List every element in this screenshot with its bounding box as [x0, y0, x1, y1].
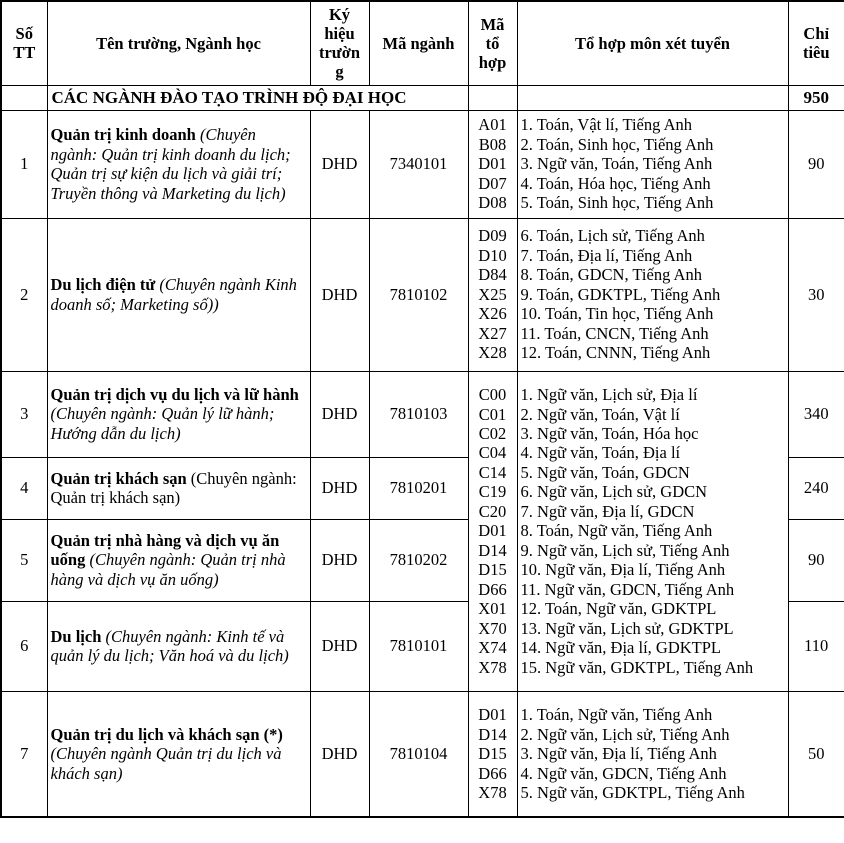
group-code-item: D01 [478, 705, 507, 725]
row-major-code: 7810102 [369, 218, 468, 371]
row-school-code: DHD [310, 601, 369, 691]
group-code-item: C04 [478, 443, 507, 463]
group-code-item: D01 [478, 521, 507, 541]
row-stt: 2 [1, 218, 47, 371]
combination-item: 2. Ngữ văn, Lịch sử, Tiếng Anh [520, 724, 730, 744]
group-code-item: D66 [478, 579, 507, 599]
merged-group-codes [468, 371, 517, 691]
group-code-item: D15 [478, 560, 507, 580]
group-code-item: C01 [478, 404, 507, 424]
combination-item: 7. Ngữ văn, Địa lí, GDCN [520, 501, 695, 521]
row-group-codes [468, 218, 517, 371]
row-stt: 3 [1, 371, 47, 457]
row-name-detail: (Chuyên ngành: Kinh tế và quản lý du lịch; Văn hoá và du lịch) [50, 626, 289, 666]
group-code-item: C19 [478, 482, 507, 502]
combination-item: 15. Ngữ văn, GDKTPL, Tiếng Anh [520, 657, 754, 677]
row-name-bold: Du lịch điện tử [50, 275, 156, 295]
combination-item: 1. Toán, Vật lí, Tiếng Anh [520, 115, 693, 135]
row-name-detail: (Chuyên ngành Kinh doanh số; Marketing số)) [50, 275, 297, 314]
row-stt: 6 [1, 601, 47, 691]
section-header-row [1, 85, 844, 110]
column-header-name: Tên trường, Ngành học [47, 1, 310, 85]
row-name [47, 519, 310, 601]
column-header-quota [788, 1, 844, 85]
combination-item: 3. Ngữ văn, Toán, Tiếng Anh [520, 154, 713, 174]
row-name-detail: (Chuyên ngành Quản trị du lịch và khách sạn) [50, 744, 282, 783]
combination-item: 8. Toán, GDCN, Tiếng Anh [520, 265, 702, 285]
combination-item: 1. Toán, Ngữ văn, Tiếng Anh [520, 705, 713, 725]
combination-item: 3. Ngữ văn, Toán, Hóa học [520, 423, 699, 443]
group-code-item: C02 [478, 423, 507, 443]
combination-item: 9. Toán, GDKTPL, Tiếng Anh [520, 284, 721, 304]
column-header-major-code: Mã ngành [369, 1, 468, 85]
row-quota: 340 [788, 371, 844, 457]
row-combinations [517, 110, 788, 218]
row-name-detail: (Chuyên ngành: Quản trị nhà hàng và dịch vụ ăn uống) [50, 550, 286, 589]
combination-item: 13. Ngữ văn, Lịch sử, GDKTPL [520, 618, 734, 638]
column-header-group-code-line2: tổ [485, 33, 500, 53]
row-quota: 240 [788, 457, 844, 519]
column-header-school-code-line1: Ký [328, 5, 351, 24]
combination-item: 6. Ngữ văn, Lịch sử, GDCN [520, 482, 708, 502]
row-quota: 110 [788, 601, 844, 691]
group-code-item: X74 [478, 638, 507, 658]
combination-item: 11. Ngữ văn, GDCN, Tiếng Anh [520, 579, 735, 599]
row-quota: 30 [788, 218, 844, 371]
group-code-item: B08 [478, 134, 507, 154]
row-major-code: 7340101 [369, 110, 468, 218]
column-header-school-code [310, 1, 369, 85]
group-code-item: C20 [478, 501, 507, 521]
section-stt-empty [1, 85, 47, 110]
combination-item: 8. Toán, Ngữ văn, Tiếng Anh [520, 521, 713, 541]
row-name [47, 218, 310, 371]
section-combination-empty [517, 85, 788, 110]
combination-item: 4. Toán, Hóa học, Tiếng Anh [520, 173, 711, 193]
row-name [47, 110, 310, 218]
row-name-bold: Quản trị nhà hàng và dịch vụ ăn uống [50, 530, 280, 570]
combination-item: 4. Ngữ văn, GDCN, Tiếng Anh [520, 763, 727, 783]
row-stt: 5 [1, 519, 47, 601]
group-code-item: X25 [478, 284, 507, 304]
combination-item: 11. Toán, CNCN, Tiếng Anh [520, 323, 709, 343]
row-major-code: 7810104 [369, 691, 468, 817]
combination-item: 12. Toán, Ngữ văn, GDKTPL [520, 599, 717, 619]
row-major-code: 7810101 [369, 601, 468, 691]
group-code-item: X01 [478, 599, 507, 619]
group-code-item: X78 [478, 657, 507, 677]
row-name-detail: (Chuyên ngành: Quản lý lữ hành; Hướng dẫn du lịch) [50, 404, 275, 443]
combination-item: 1. Ngữ văn, Lịch sử, Địa lí [520, 385, 698, 405]
group-code-item: D07 [478, 173, 507, 193]
combination-item: 10. Toán, Tin học, Tiếng Anh [520, 304, 714, 324]
row-major-code: 7810201 [369, 457, 468, 519]
row-stt: 1 [1, 110, 47, 218]
row-stt: 7 [1, 691, 47, 817]
combination-item: 14. Ngữ văn, Địa lí, GDKTPL [520, 638, 722, 658]
row-school-code: DHD [310, 371, 369, 457]
column-header-school-code-line2: hiệu [324, 24, 355, 44]
column-header-stt-line1: Số [15, 24, 33, 44]
combination-item: 5. Ngữ văn, GDKTPL, Tiếng Anh [520, 783, 745, 802]
group-code-item: D15 [478, 744, 507, 764]
group-code-item: D66 [478, 763, 507, 783]
column-header-group-code-line1: Mã [480, 14, 505, 34]
group-code-item: X26 [478, 304, 507, 324]
group-code-item: C14 [478, 462, 507, 482]
row-quota: 90 [788, 519, 844, 601]
combination-item: 2. Ngữ văn, Toán, Vật lí [520, 404, 680, 424]
group-code-item: X78 [478, 783, 507, 802]
table-row [1, 110, 844, 218]
row-quota: 50 [788, 691, 844, 817]
column-header-combination: Tổ hợp môn xét tuyển [517, 1, 788, 85]
table-row [1, 218, 844, 371]
merged-combinations [517, 371, 788, 691]
combination-item: 7. Toán, Địa lí, Tiếng Anh [520, 245, 693, 265]
column-header-school-code-line4: g [335, 62, 344, 82]
row-school-code: DHD [310, 457, 369, 519]
table-row [1, 371, 844, 457]
combination-item: 4. Ngữ văn, Toán, Địa lí [520, 443, 681, 463]
combination-item: 3. Ngữ văn, Địa lí, Tiếng Anh [520, 744, 717, 764]
row-stt: 4 [1, 457, 47, 519]
row-school-code: DHD [310, 519, 369, 601]
combination-item: 10. Ngữ văn, Địa lí, Tiếng Anh [520, 560, 726, 580]
section-title: CÁC NGÀNH ĐÀO TẠO TRÌNH ĐỘ ĐẠI HỌC [47, 85, 468, 110]
group-code-item: X27 [478, 323, 507, 343]
row-major-code: 7810103 [369, 371, 468, 457]
column-header-group-code [468, 1, 517, 85]
row-school-code: DHD [310, 218, 369, 371]
row-name-bold: Quản trị du lịch và khách sạn (*) [50, 724, 283, 744]
row-name-bold: Quản trị kinh doanh [50, 125, 196, 145]
row-name-detail: (Chuyên ngành: Quản trị khách sạn) [50, 468, 297, 508]
row-name [47, 601, 310, 691]
row-name [47, 691, 310, 817]
group-code-item: X70 [478, 618, 507, 638]
row-major-code: 7810202 [369, 519, 468, 601]
group-code-item: D01 [478, 154, 507, 174]
group-code-item: C00 [478, 385, 507, 405]
row-name-detail: (Chuyên ngành: Quản trị kinh doanh du lịch; Quản trị sự kiện du lịch và giải trí; Truyền thông và Marketing du lịch) [50, 125, 291, 203]
row-name-bold: Du lịch [50, 626, 102, 646]
row-name-bold: Quản trị khách sạn [50, 468, 187, 488]
row-school-code: DHD [310, 110, 369, 218]
column-header-quota-line2: tiêu [802, 43, 830, 63]
group-code-item: D10 [478, 245, 507, 265]
section-group-code-empty [468, 85, 517, 110]
column-header-group-code-line3: hợp [478, 52, 507, 72]
column-header-stt [1, 1, 47, 85]
group-code-item: D08 [478, 193, 507, 213]
table-header-row [1, 1, 844, 85]
row-quota: 90 [788, 110, 844, 218]
combination-item: 6. Toán, Lịch sử, Tiếng Anh [520, 226, 705, 246]
row-school-code: DHD [310, 691, 369, 817]
row-combinations [517, 691, 788, 817]
group-code-item: D14 [478, 724, 507, 744]
combination-item: 9. Ngữ văn, Lịch sử, Tiếng Anh [520, 540, 730, 560]
combination-item: 12. Toán, CNNN, Tiếng Anh [520, 343, 711, 363]
combination-item: 5. Toán, Sinh học, Tiếng Anh [520, 193, 714, 213]
section-quota: 950 [788, 85, 844, 110]
column-header-quota-line1: Chỉ [803, 24, 830, 44]
row-name-bold: Quản trị dịch vụ du lịch và lữ hành [50, 384, 299, 404]
row-group-codes [468, 691, 517, 817]
group-code-item: X28 [478, 343, 507, 363]
combination-item: 5. Ngữ văn, Toán, GDCN [520, 462, 690, 482]
row-combinations [517, 218, 788, 371]
group-code-item: D84 [478, 265, 507, 285]
table-row [1, 691, 844, 817]
combination-item: 2. Toán, Sinh học, Tiếng Anh [520, 134, 714, 154]
row-group-codes [468, 110, 517, 218]
group-code-item: D14 [478, 540, 507, 560]
column-header-stt-line2: TT [13, 43, 36, 63]
group-code-item: D09 [478, 226, 507, 246]
group-code-item: A01 [478, 115, 507, 135]
column-header-school-code-line3: trườn [318, 43, 361, 63]
row-name [47, 457, 310, 519]
row-name [47, 371, 310, 457]
